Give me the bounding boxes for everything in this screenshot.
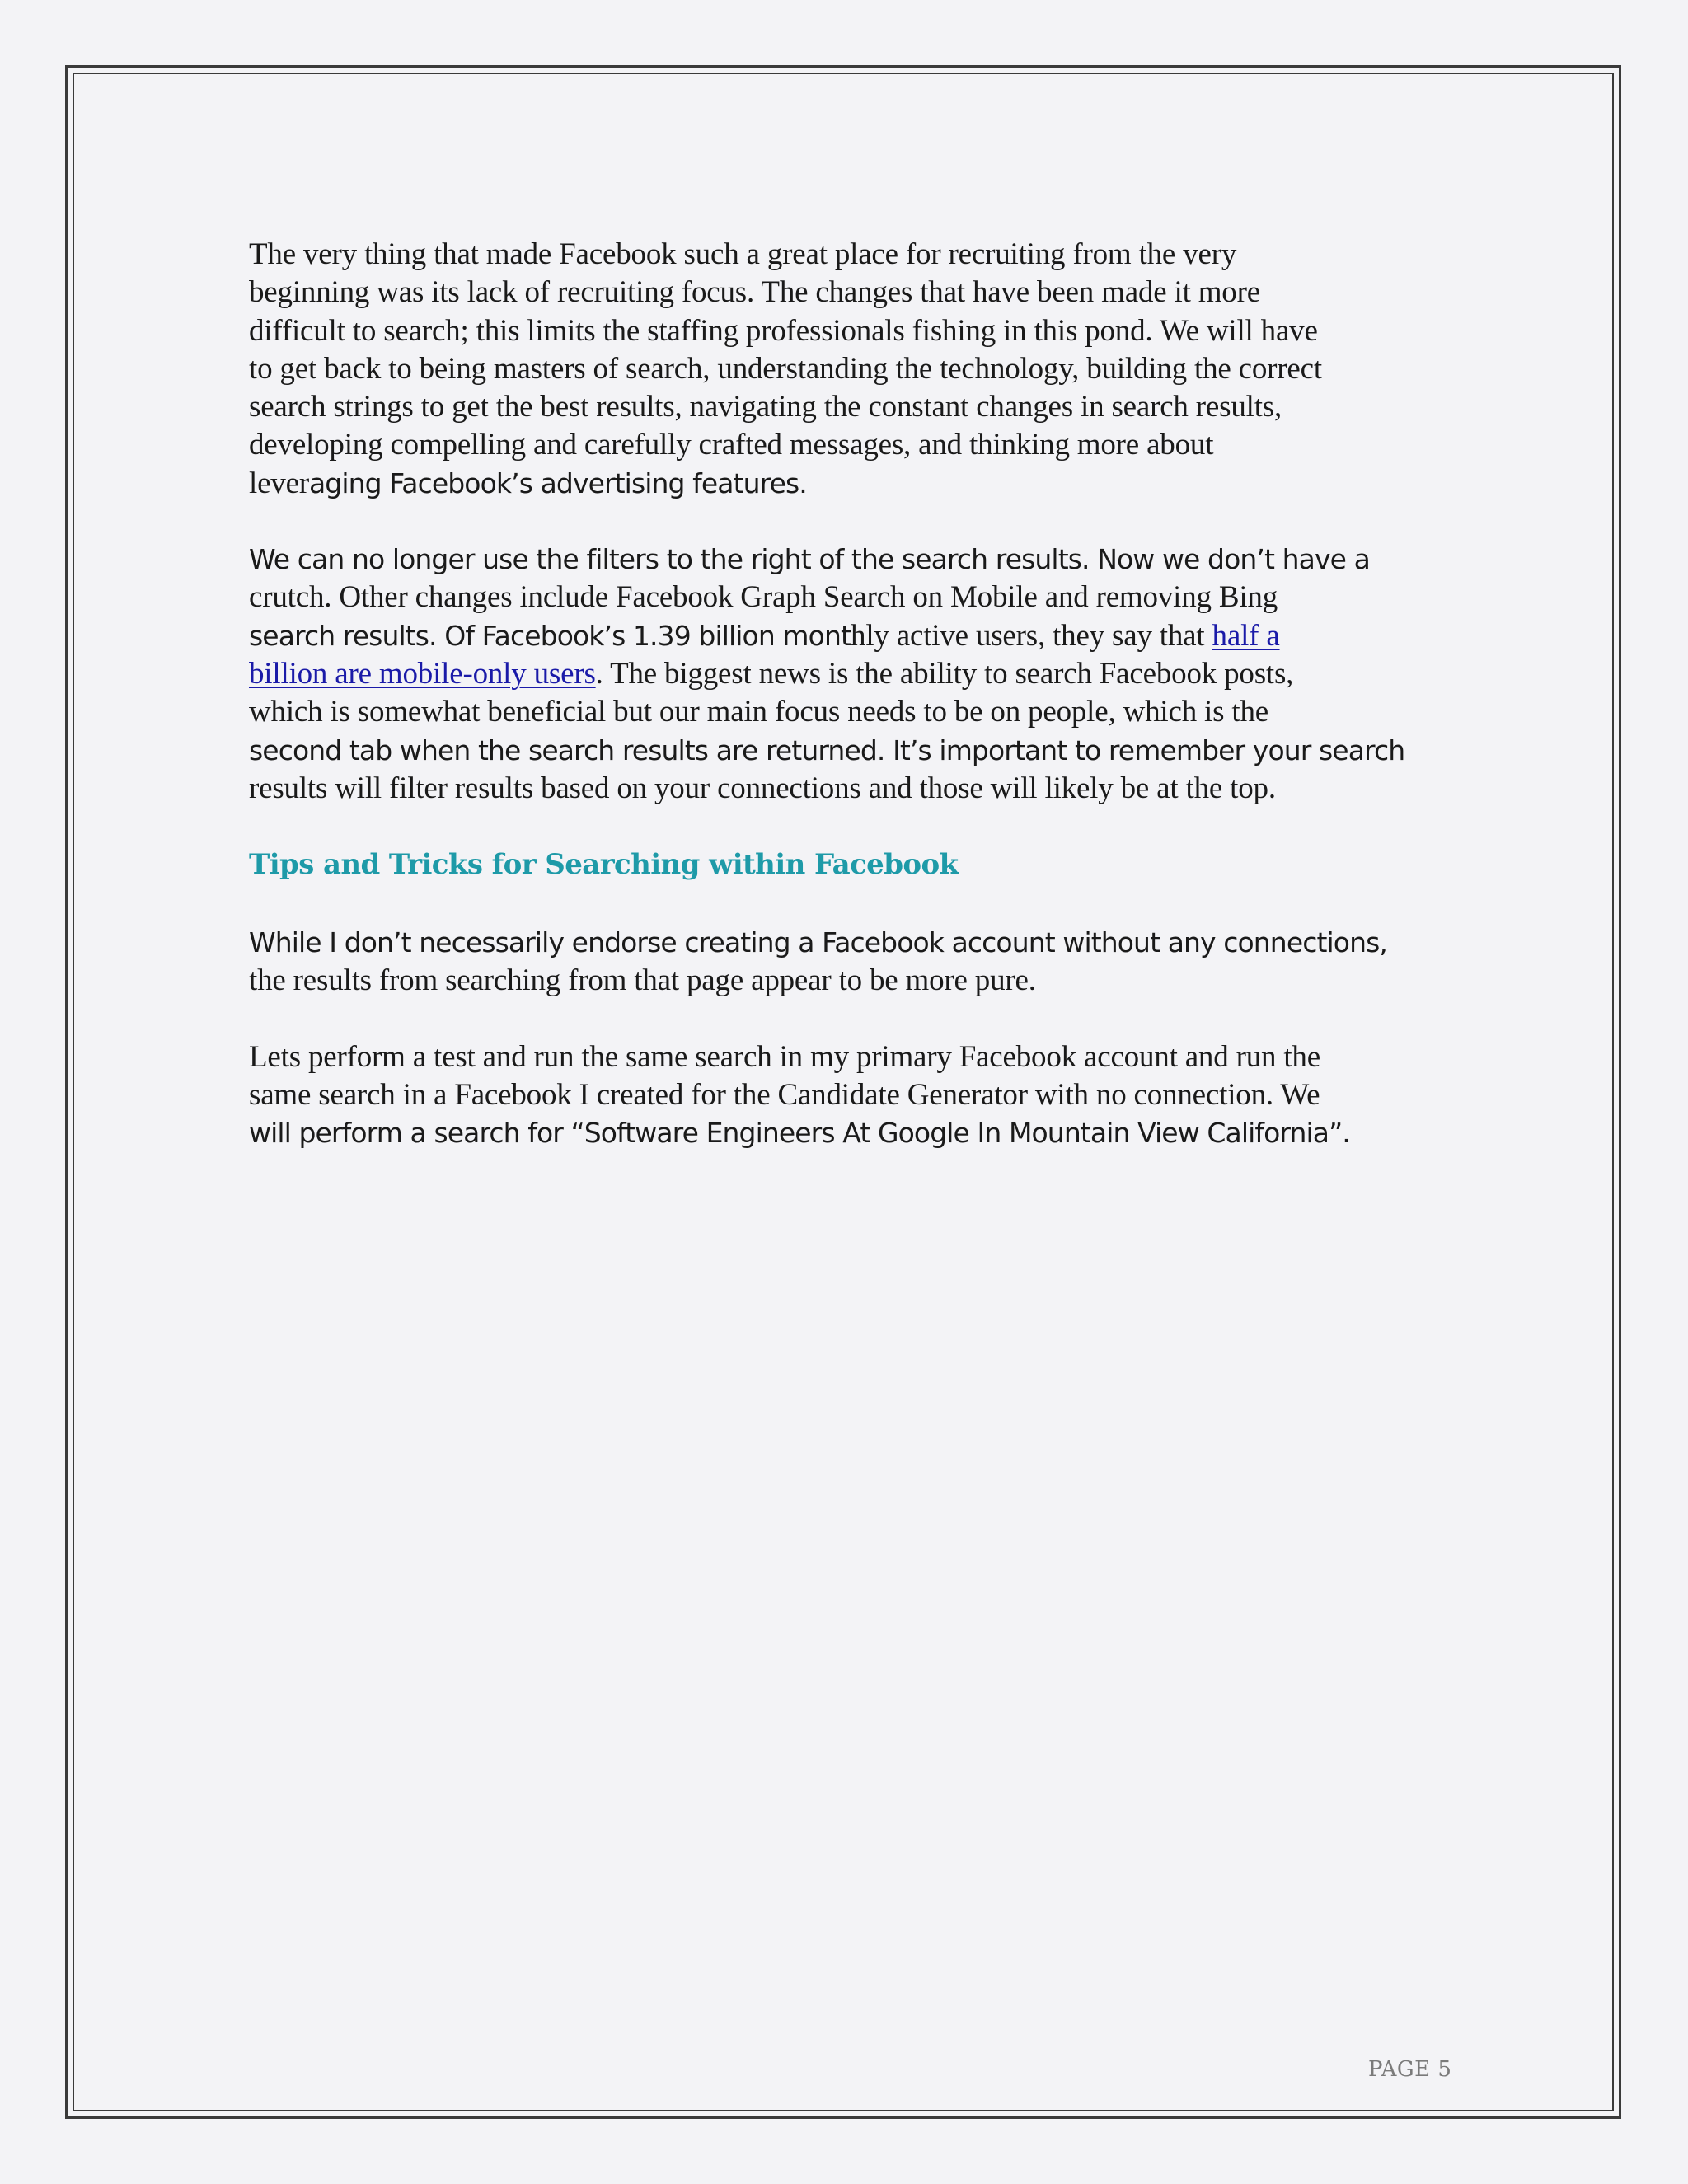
paragraph-line: to get back to being masters of search, understanding the technology, building the correct bbox=[249, 351, 1322, 386]
paragraph-line: the results from searching from that page appear to be more pure. bbox=[249, 963, 1036, 998]
paragraph-3 bbox=[249, 924, 1477, 1001]
page-number: PAGE 5 bbox=[1368, 2057, 1452, 2082]
paragraph-line: search strings to get the best results, navigating the constant changes in search results, bbox=[249, 390, 1282, 424]
mobile-users-link-continued[interactable]: billion are mobile-only users bbox=[249, 656, 596, 691]
text-run: hly active users, they say that bbox=[851, 618, 1212, 653]
paragraph-line: developing compelling and carefully crafted messages, and thinking more about bbox=[249, 428, 1214, 462]
document-body bbox=[249, 236, 1477, 1153]
paragraph-line: which is somewhat beneficial but our main focus needs to be on people, which is the bbox=[249, 695, 1268, 729]
text-run: aging Facebook’s advertising features. bbox=[308, 466, 807, 499]
paragraph-line: will perform a search for “Software Engineers At Google In Mountain View California”. bbox=[249, 1117, 1350, 1150]
paragraph-line: While I don’t necessarily endorse creating a Facebook account without any connections, bbox=[249, 926, 1387, 959]
paragraph-1 bbox=[249, 236, 1477, 503]
section-heading: Tips and Tricks for Searching within Facebook bbox=[249, 848, 959, 882]
paragraph-line: difficult to search; this limits the staffing professionals fishing in this pond. We will have bbox=[249, 313, 1318, 348]
text-run: lever bbox=[249, 466, 309, 500]
paragraph-2 bbox=[249, 541, 1477, 808]
paragraph-line: Lets perform a test and run the same search in my primary Facebook account and run the bbox=[249, 1039, 1320, 1074]
mobile-users-link[interactable]: half a bbox=[1212, 618, 1280, 653]
paragraph-4 bbox=[249, 1038, 1477, 1153]
paragraph-line bbox=[249, 655, 1477, 693]
paragraph-line: second tab when the search results are returned. It’s important to remember your search bbox=[249, 733, 1405, 766]
paragraph-line: The very thing that made Facebook such a great place for recruiting from the very bbox=[249, 237, 1237, 271]
paragraph-line: beginning was its lack of recruiting focus. The changes that have been made it more bbox=[249, 275, 1260, 310]
paragraph-line bbox=[249, 465, 1477, 503]
paragraph-line bbox=[249, 617, 1477, 655]
text-run: search results. Of Facebook’s 1.39 billion mont bbox=[249, 619, 851, 652]
paragraph-line: crutch. Other changes include Facebook Graph Search on Mobile and removing Bing bbox=[249, 580, 1278, 615]
paragraph-line: same search in a Facebook I created for the Candidate Generator with no connection. We bbox=[249, 1078, 1320, 1113]
paragraph-line: We can no longer use the filters to the right of the search results. Now we don’t have a bbox=[249, 543, 1370, 576]
text-run: . The biggest news is the ability to search Facebook posts, bbox=[595, 656, 1294, 691]
paragraph-line: results will filter results based on your connections and those will likely be at the top. bbox=[249, 771, 1276, 805]
